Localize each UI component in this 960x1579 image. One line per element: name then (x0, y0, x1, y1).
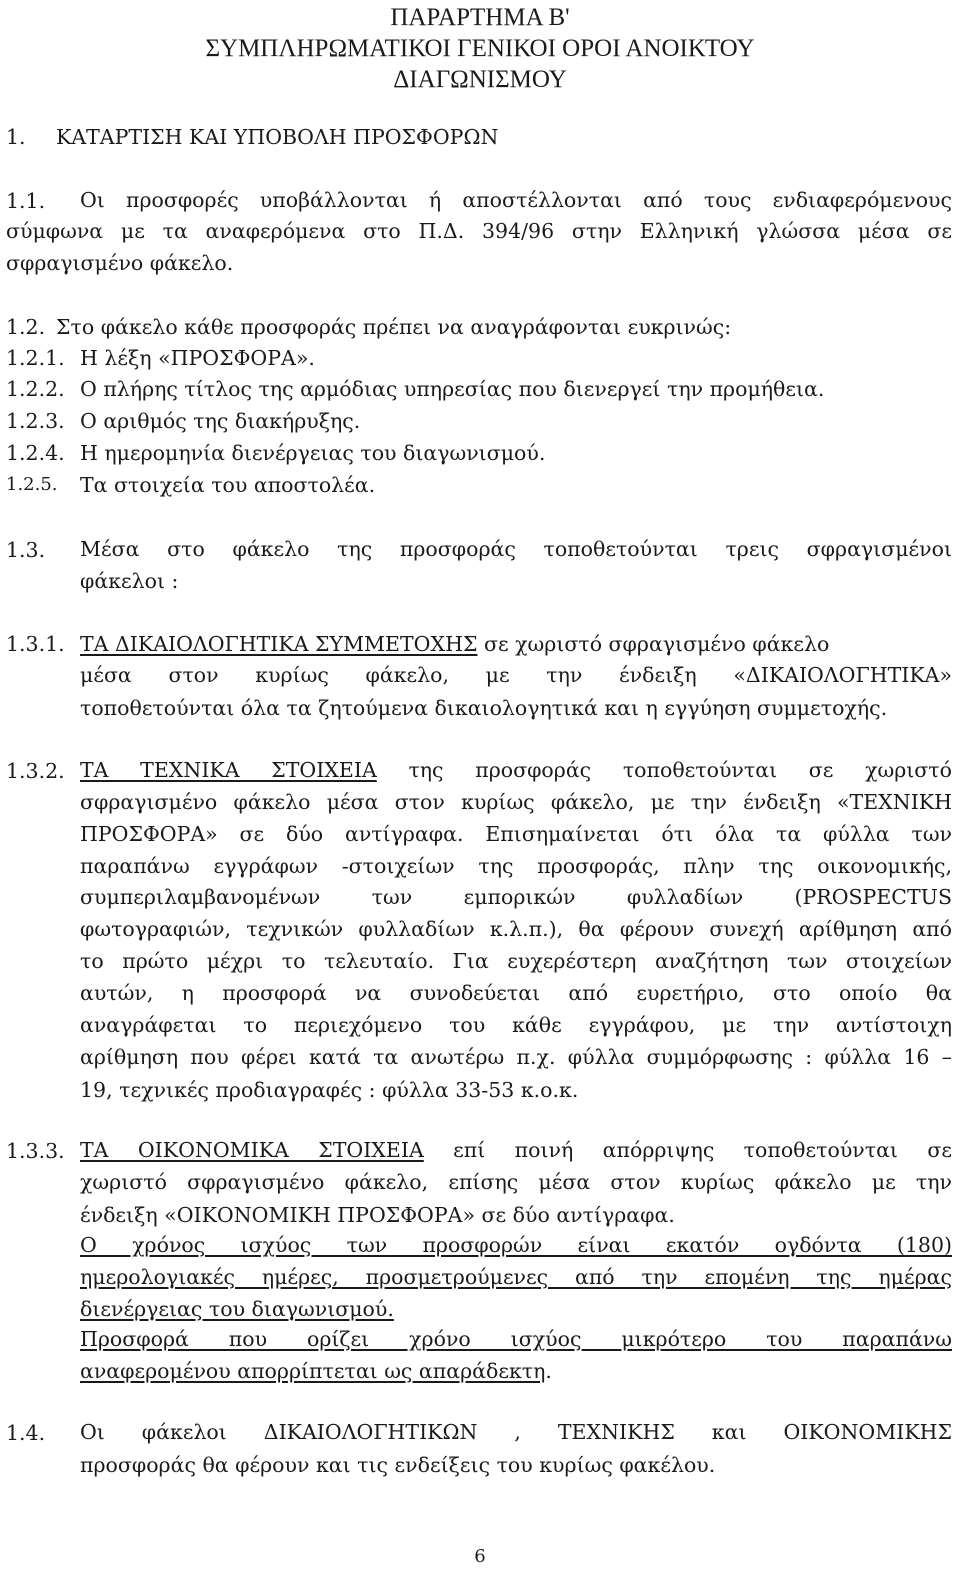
list-item: Ο πλήρης τίτλος της αρμόδιας υπηρεσίας που διενεργεί την προμήθεια. (80, 377, 825, 401)
paragraph-line: συμπεριλαμβανομένων των εμπορικών φυλλαδίων (PROSPECTUS (80, 885, 952, 909)
paragraph-line: ΠΡΟΣΦΟΡΑ» σε δύο αντίγραφα. Επισημαίνεται ότι όλα τα φύλλα των (80, 822, 952, 846)
paragraph-line: αρίθμηση που φέρει κατά τα ανωτέρω π.χ. φύλλα συμμόρφωσης : φύλλα 16 – (80, 1045, 952, 1069)
paragraph-line (80, 755, 952, 786)
paragraph-text: επί ποινή απόρριψης τοποθετούνται σε (453, 1138, 952, 1162)
paragraph-line: παραπάνω εγγράφων -στοιχείων της προσφοράς, πλην της οικονομικής, (80, 854, 952, 878)
annex-subtitle-cont: ΔΙΑΓΩΝΙΣΜΟΥ (393, 66, 567, 93)
list-item: Τα στοιχεία του αποστολέα. (80, 473, 376, 497)
underlined-heading: ΤΑ ΤΕΧΝΙΚΑ ΣΤΟΙΧΕΙΑ (80, 758, 377, 782)
list-item: Ο αριθμός της διακήρυξης. (80, 409, 361, 433)
paragraph-line: αναγράφεται το περιεχόμενο του κάθε εγγράφου, με την αντίστοιχη (80, 1013, 952, 1037)
item-number: 1.3.3. (6, 1139, 65, 1163)
item-number: 1.1. (6, 189, 46, 213)
item-number: 1.3.1. (6, 632, 65, 656)
paragraph-line: 19, τεχνικές προδιαγραφές : φύλλα 33-53 κ.ο.κ. (80, 1078, 579, 1102)
paragraph-line: φάκελοι : (80, 569, 179, 593)
paragraph-line: χωριστό σφραγισμένο φάκελο, επίσης μέσα στον κυρίως φάκελο με την (80, 1170, 952, 1194)
item-number: 1.2.1. (6, 346, 65, 370)
annex-subtitle: ΣΥΜΠΛΗΡΩΜΑΤΙΚΟΙ ΓΕΝΙΚΟΙ ΟΡΟΙ ΑΝΟΙΚΤΟΥ (205, 35, 755, 62)
item-number: 1.3.2. (6, 759, 65, 783)
paragraph-line (80, 1135, 952, 1166)
paragraph-text: σε χωριστό σφραγισμένο φάκελο (484, 632, 830, 656)
paragraph-line: Στο φάκελο κάθε προσφοράς πρέπει να αναγράφονται ευκρινώς: (56, 315, 732, 339)
section-title: ΚΑΤΑΡΤΙΣΗ ΚΑΙ ΥΠΟΒΟΛΗ ΠΡΟΣΦΟΡΩΝ (56, 125, 499, 149)
item-number: 1.2.2. (6, 377, 65, 401)
validity-statement: ημερολογιακές ημέρες, προσμετρούμενες από την επομένη της ημέρας (80, 1265, 952, 1289)
item-number: 1.2. (6, 315, 46, 339)
paragraph-line: Οι προσφορές υποβάλλονται ή αποστέλλονται από τους ενδιαφερόμενους (80, 188, 952, 212)
list-item: Η ημερομηνία διενέργειας του διαγωνισμού. (80, 441, 546, 465)
item-number: 1.3. (6, 538, 46, 562)
paragraph-line: το πρώτο μέχρι το τελευταίο. Για ευχερέστερη αναζήτηση των στοιχείων (80, 949, 952, 973)
section-number: 1. (6, 125, 26, 149)
paragraph-line: Οι φάκελοι ΔΙΚΑΙΟΛΟΓΗΤΙΚΩΝ , ΤΕΧΝΙΚΗΣ και ΟΙΚΟΝΟΜΙΚΗΣ (80, 1420, 952, 1444)
item-number: 1.2.5. (6, 474, 58, 495)
paragraph-line: ένδειξη «ΟΙΚΟΝΟΜΙΚΗ ΠΡΟΣΦΟΡΑ» σε δύο αντίγραφα. (80, 1203, 675, 1227)
item-number: 1.2.3. (6, 409, 65, 433)
rejection-statement: Προσφορά που ορίζει χρόνο ισχύος μικρότερο του παραπάνω (80, 1327, 952, 1351)
paragraph-line: μέσα στον κυρίως φάκελο, με την ένδειξη «ΔΙΚΑΙΟΛΟΓΗΤΙΚΑ» (80, 663, 952, 687)
paragraph-line: τοποθετούνται όλα τα ζητούμενα δικαιολογητικά και η εγγύηση συμμετοχής. (80, 696, 888, 720)
paragraph-text: της προσφοράς τοποθετούνται σε χωριστό (408, 758, 952, 782)
paragraph-line: προσφοράς θα φέρουν και τις ενδείξεις του κυρίως φακέλου. (80, 1453, 716, 1477)
paragraph-line: σφραγισμένο φάκελο. (6, 251, 234, 275)
rejection-statement: αναφερομένου απορρίπτεται ως απαράδεκτη (80, 1359, 546, 1383)
paragraph-line: φωτογραφιών, τεχνικών φυλλαδίων κ.λ.π.), θα φέρουν συνεχή αρίθμηση από (80, 917, 952, 941)
underlined-heading: ΤΑ ΟΙΚΟΝΟΜΙΚΑ ΣΤΟΙΧΕΙΑ (80, 1138, 424, 1162)
paragraph-line: Μέσα στο φάκελο της προσφοράς τοποθετούνται τρεις σφραγισμένοι (80, 537, 952, 561)
page-number: 6 (474, 1546, 486, 1567)
underlined-heading: ΤΑ ΔΙΚΑΙΟΛΟΓΗΤΙΚΑ ΣΥΜΜΕΤΟΧΗΣ (80, 632, 478, 656)
paragraph-line (80, 1358, 552, 1384)
list-item: Η λέξη «ΠΡΟΣΦΟΡΑ». (80, 346, 315, 370)
paragraph-line (80, 631, 829, 657)
paragraph-line: σύμφωνα με τα αναφερόμενα στο Π.Δ. 394/96 στην Ελληνική γλώσσα μέσα σε (6, 219, 952, 243)
paragraph-line: αυτών, η προσφορά να συνοδεύεται από ευρετήριο, στο οποίο θα (80, 981, 952, 1005)
paragraph-line: σφραγισμένο φάκελο μέσα στον κυρίως φάκελο, με την ένδειξη «ΤΕΧΝΙΚΗ (80, 790, 952, 814)
annex-title: ΠΑΡΑΡΤΗΜΑ Β' (390, 4, 570, 31)
validity-statement: Ο χρόνος ισχύος των προσφορών είναι εκατόν ογδόντα (180) (80, 1233, 952, 1257)
paragraph-text: . (545, 1359, 552, 1383)
item-number: 1.2.4. (6, 441, 65, 465)
validity-statement: διενέργειας του διαγωνισμού. (80, 1297, 394, 1321)
item-number: 1.4. (6, 1421, 46, 1445)
